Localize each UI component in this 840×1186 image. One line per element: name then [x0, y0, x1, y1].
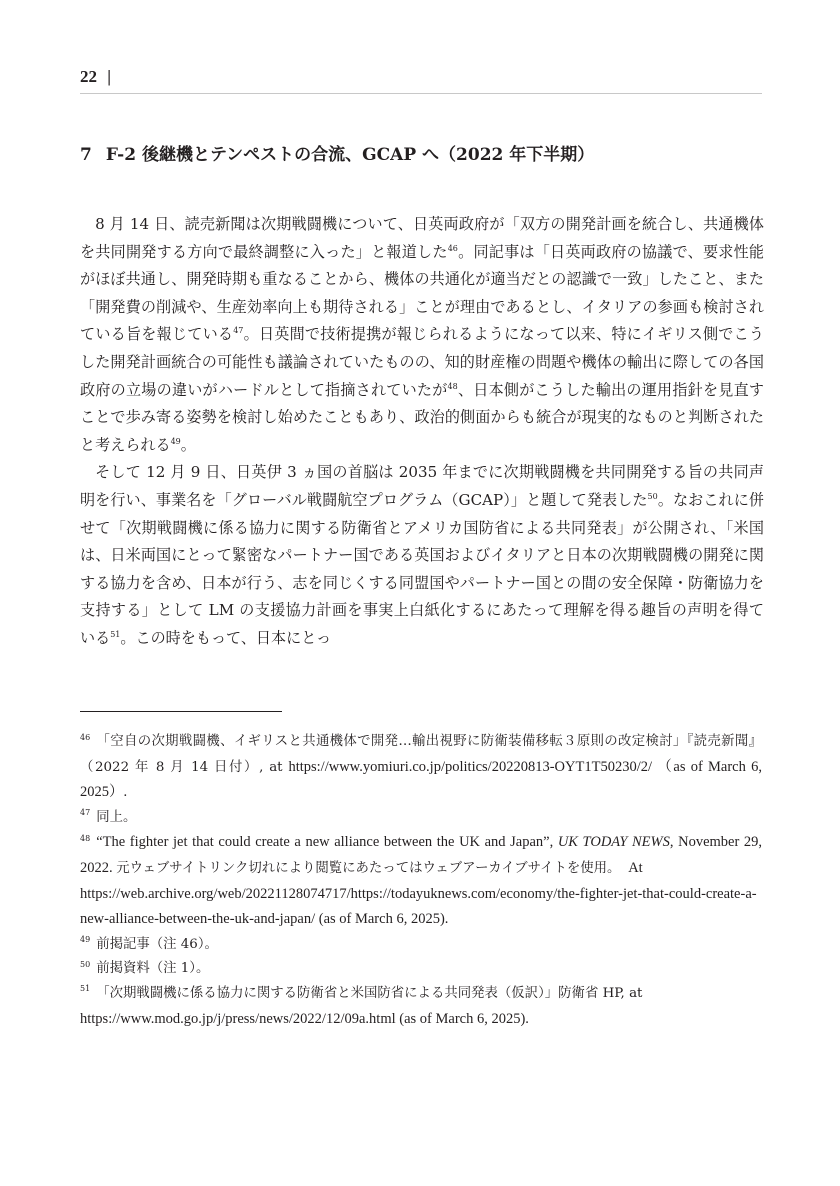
footnote-text: “The fighter jet that could create a new alliance between the UK and Japan”,: [96, 834, 558, 851]
footnote-text: 前掲記事（注 46）。: [96, 936, 218, 952]
footnote-publication: UK TODAY NEWS: [557, 834, 670, 851]
paragraph-1: [80, 211, 764, 459]
footnote-ref-49[interactable]: 49: [170, 436, 181, 446]
footnote-number: 51: [80, 984, 91, 994]
section-heading: [80, 140, 770, 165]
footnote-date: , November 29, 2022.: [80, 834, 763, 876]
footnote-number: 48: [80, 833, 91, 843]
page-number: [80, 67, 111, 87]
footnote-access-date: （as of March 6, 2025）.: [80, 758, 762, 801]
footnote-note: 元ウェブサイトリンク切れにより閲覧にあたってはウェブアーカイブサイトを使用。: [116, 860, 614, 876]
footnote-ref-47[interactable]: 47: [233, 326, 244, 336]
footnote-ref-46[interactable]: 46: [447, 243, 458, 253]
footnote-link[interactable]: https://www.yomiuri.co.jp/politics/20220813-OYT1T50230/2/: [288, 758, 653, 775]
section-title: F-2 後継機とテンペストの合流、GCAP へ（2022 年下半期）: [105, 145, 595, 165]
p1-text-c: 。日英間で技術提携が報じられるようになって以来、特にイギリス側でこうした開発計画統合の可能性も議論されていたものの、知的財産権の問題や機体の輸出に際しての各国政府の立場の違いがハードルとして指摘されていたが: [80, 325, 764, 399]
footnote-text: 同上。: [96, 809, 137, 825]
section-number: 7: [80, 145, 92, 165]
page-number-value: 22: [80, 67, 97, 86]
footnote-divider: [80, 711, 282, 712]
header-rule: [80, 93, 762, 94]
page-number-separator: |: [107, 67, 111, 86]
p1-text-a: 8 月 14 日、読売新聞は次期戦闘機について、日英両政府が「双方の開発計画を統合し、共通機体を共同開発する方向で最終調整に入った」と報道した: [80, 215, 764, 261]
paragraph-2: [80, 459, 764, 652]
p2-text-b: 。なおこれに併せて「次期戦闘機に係る協力に関する防衛省とアメリカ国防省による共同発表」が公開され、「米国は、日米両国にとって緊密なパートナー国である英国およびイタリアと日本の次期戦闘機の開発に関する協力を含め、日本が行う、志を同じくする同盟国やパートナー国との間の安全保障・防衛協力を支持する」として LM の支援協力計画を事実上白紙化するにあたって理解を得る趣旨の声明を得ている: [80, 490, 764, 647]
footnote-access-date: (as of March 6, 2025).: [395, 1010, 529, 1027]
footnote-number: 46: [80, 732, 91, 742]
footnote-link[interactable]: https://www.mod.go.jp/j/press/news/2022/12/09a.html: [80, 1010, 396, 1027]
footnote-text: 「次期戦闘機に係る協力に関する防衛省と米国防省による共同発表（仮訳）」防衛省 HP, at: [96, 985, 643, 1001]
footnote-46: [80, 730, 762, 806]
footnote-ref-48[interactable]: 48: [447, 381, 458, 391]
p1-text-b: 。同記事は「日英両政府の協議で、要求性能がほぼ共通し、開発時期も重なることから、機体の共通化が適当だとの認識で一致」したこと、また「開発費の削減や、生産効率向上も期待される」ことが理由であるとし、イタリアの参画も検討されている旨を報じている: [80, 242, 764, 344]
footnote-50: [80, 957, 762, 982]
footnote-link[interactable]: https://web.archive.org/web/20221128074717/https://todayuknews.com/economy/the-fighter-jet-that-could-create-a-new-alliance-between-the-uk-and-japan/: [80, 885, 757, 928]
footnote-access-date: (as of March 6, 2025).: [315, 911, 449, 928]
footnote-at: At: [613, 859, 643, 876]
footnote-text: 「空自の次期戦闘機、イギリスと共通機体で開発…輸出視野に防衛装備移転３原則の改定検討」『読売新聞』（2022 年 8 月 14 日付）, at: [80, 734, 762, 775]
footnote-ref-50[interactable]: 50: [647, 491, 658, 501]
footnotes: [80, 730, 762, 1032]
footnote-48: [80, 830, 762, 932]
p1-text-d: 、日本側がこうした輸出の運用指針を見直すことで歩み寄る姿勢を検討し始めたこともあり、政治的側面からも統合が現実的なものと判断されたと考えられる: [80, 380, 764, 454]
footnote-text: 前掲資料（注 1）。: [96, 961, 210, 977]
footnote-number: 47: [80, 808, 91, 818]
p1-text-e: 。: [180, 435, 196, 454]
footnote-ref-51[interactable]: 51: [110, 629, 121, 639]
footnote-number: 49: [80, 935, 91, 945]
footnote-47: [80, 806, 762, 831]
body-text: [80, 211, 764, 653]
footnote-51: [80, 982, 762, 1032]
p2-text-c: 。この時をもって、日本にとっ: [120, 628, 332, 647]
footnote-number: 50: [80, 959, 91, 969]
footnote-49: [80, 933, 762, 958]
p2-text-a: そして 12 月 9 日、日英伊 3 ヵ国の首脳は 2035 年までに次期戦闘機を共同開発する旨の共同声明を行い、事業名を「グローバル戦闘航空プログラム（GCAP）」と題して発表した: [80, 463, 764, 509]
